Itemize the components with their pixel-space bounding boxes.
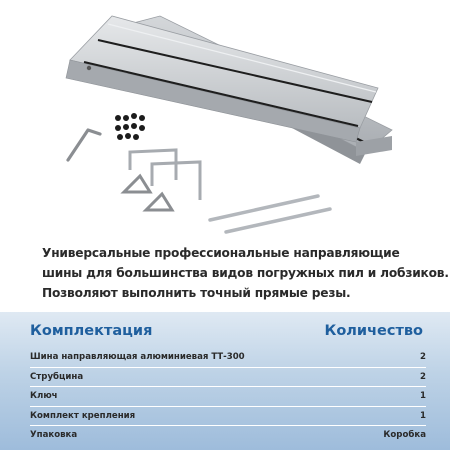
connector-bar-icon bbox=[210, 196, 330, 232]
row-qty: 1 bbox=[420, 391, 426, 401]
row-name: Ключ bbox=[30, 391, 58, 401]
row-qty: 2 bbox=[420, 352, 426, 362]
hex-key-icon bbox=[68, 130, 100, 160]
table-row bbox=[30, 407, 426, 427]
bolt-set-icon bbox=[115, 113, 145, 140]
product-description bbox=[42, 243, 449, 303]
table-row bbox=[30, 426, 426, 445]
table-row bbox=[30, 348, 426, 368]
row-name: Комплект крепления bbox=[30, 410, 136, 421]
row-name: Шина направляющая алюминиевая ТТ-300 bbox=[30, 352, 245, 362]
row-qty: Коробка bbox=[383, 430, 426, 440]
description-line: Универсальные профессиональные направляющие bbox=[42, 246, 400, 260]
row-name: Упаковка bbox=[30, 430, 78, 440]
row-name: Струбцина bbox=[30, 371, 84, 382]
guide-rail-front bbox=[66, 16, 392, 156]
spec-header-item: Комплектация bbox=[30, 323, 153, 339]
row-qty: 1 bbox=[420, 410, 426, 421]
row-qty: 2 bbox=[420, 371, 426, 382]
description-line: шины для большинства видов погружных пил и лобзиков. bbox=[42, 266, 449, 280]
table-row bbox=[30, 387, 426, 407]
clamp-icon bbox=[124, 150, 200, 210]
spec-header-qty: Количество bbox=[324, 323, 423, 339]
spec-table bbox=[30, 348, 426, 445]
description-line: Позволяют выполнить точный прямые резы. bbox=[42, 286, 351, 300]
table-row bbox=[30, 368, 426, 388]
